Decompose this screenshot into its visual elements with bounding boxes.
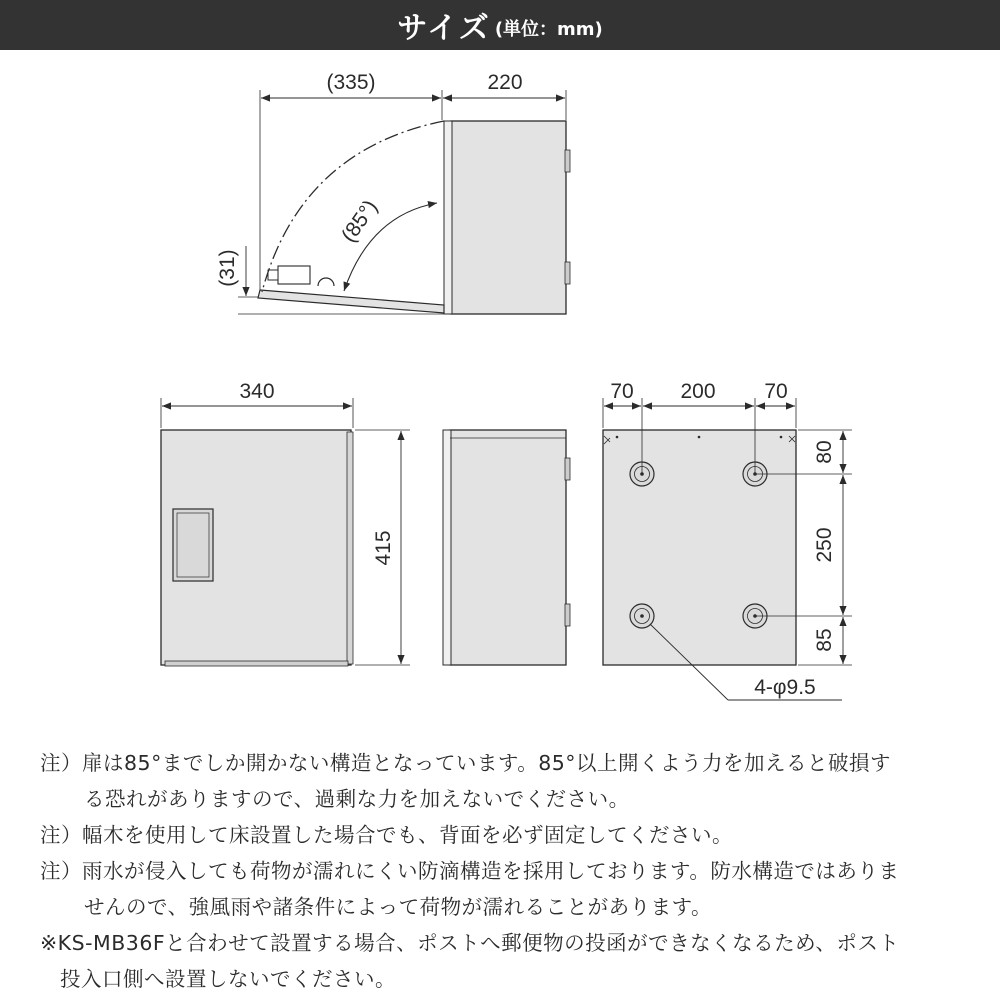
front-view-base <box>165 661 348 666</box>
open-door <box>258 290 444 313</box>
door-lock-knob <box>268 270 278 280</box>
mail-slot <box>173 509 213 581</box>
front-view <box>161 380 410 666</box>
dim-angle-label: (85°) <box>337 195 383 247</box>
dim-depth-label: 220 <box>487 71 523 94</box>
dim-offset-label: (31) <box>216 249 239 287</box>
note-3-line-2: せんので、強風雨や諸条件によって荷物が濡れることがあります。 <box>84 895 712 919</box>
back-view-box <box>603 430 796 665</box>
back-view <box>603 380 852 700</box>
top-view-box-inner-edge <box>444 121 452 314</box>
notes-section <box>40 745 980 997</box>
back-view-dot <box>780 436 783 439</box>
note-2-line-1: 注）幅木を使用して床設置した場合でも、背面を必ず固定してください。 <box>40 823 733 847</box>
side-view-box <box>450 430 566 665</box>
front-view-right-edge <box>347 432 353 664</box>
note-3-line-1: 注）雨水が侵入しても荷物が濡れにくい防滴構造を採用しております。防水構造ではありま <box>40 859 900 883</box>
header-unit: (単位：mm) <box>494 19 603 40</box>
back-view-dot <box>616 436 619 439</box>
back-view-dot <box>698 436 701 439</box>
side-view <box>443 430 570 665</box>
note-1-line-1: 注）扉は85°までしか開かない構造となっています。85°以上開くよう力を加えると破損す <box>40 751 892 775</box>
side-view-hinge-top <box>565 458 570 480</box>
dim-vertical-label: 250 <box>813 527 836 563</box>
side-view-hinge-bottom <box>565 604 570 626</box>
door-latch <box>318 278 334 286</box>
top-view-box <box>451 121 566 314</box>
side-view-door-edge <box>443 430 451 665</box>
note-1-line-2: る恐れがありますので、過剰な力を加えないでください。 <box>84 787 630 811</box>
dim-top-label: 80 <box>813 440 836 464</box>
door-lock <box>278 266 310 284</box>
hole-label: 4-φ9.5 <box>754 676 816 699</box>
page-header <box>0 0 1000 50</box>
dim-middle-label: 200 <box>680 380 716 403</box>
dim-width-label: 340 <box>239 380 275 403</box>
dim-open-width-label: (335) <box>326 71 376 94</box>
dim-height-label: 415 <box>372 530 395 566</box>
top-view <box>216 71 570 314</box>
top-view-hinge-top <box>565 150 570 172</box>
note-4-line-2: 投入口側へ設置しないでください。 <box>60 967 396 991</box>
dim-right-label: 70 <box>764 380 788 403</box>
dim-left-label: 70 <box>610 380 634 403</box>
dim-bottom-label: 85 <box>813 628 836 652</box>
header-title: サイズ <box>397 11 491 46</box>
note-4-line-1: ※KS-MB36Fと合わせて設置する場合、ポストへ郵便物の投函ができなくなるため、ポスト <box>40 931 900 955</box>
top-view-hinge-bottom <box>565 262 570 284</box>
dimension-drawing <box>0 50 1000 740</box>
